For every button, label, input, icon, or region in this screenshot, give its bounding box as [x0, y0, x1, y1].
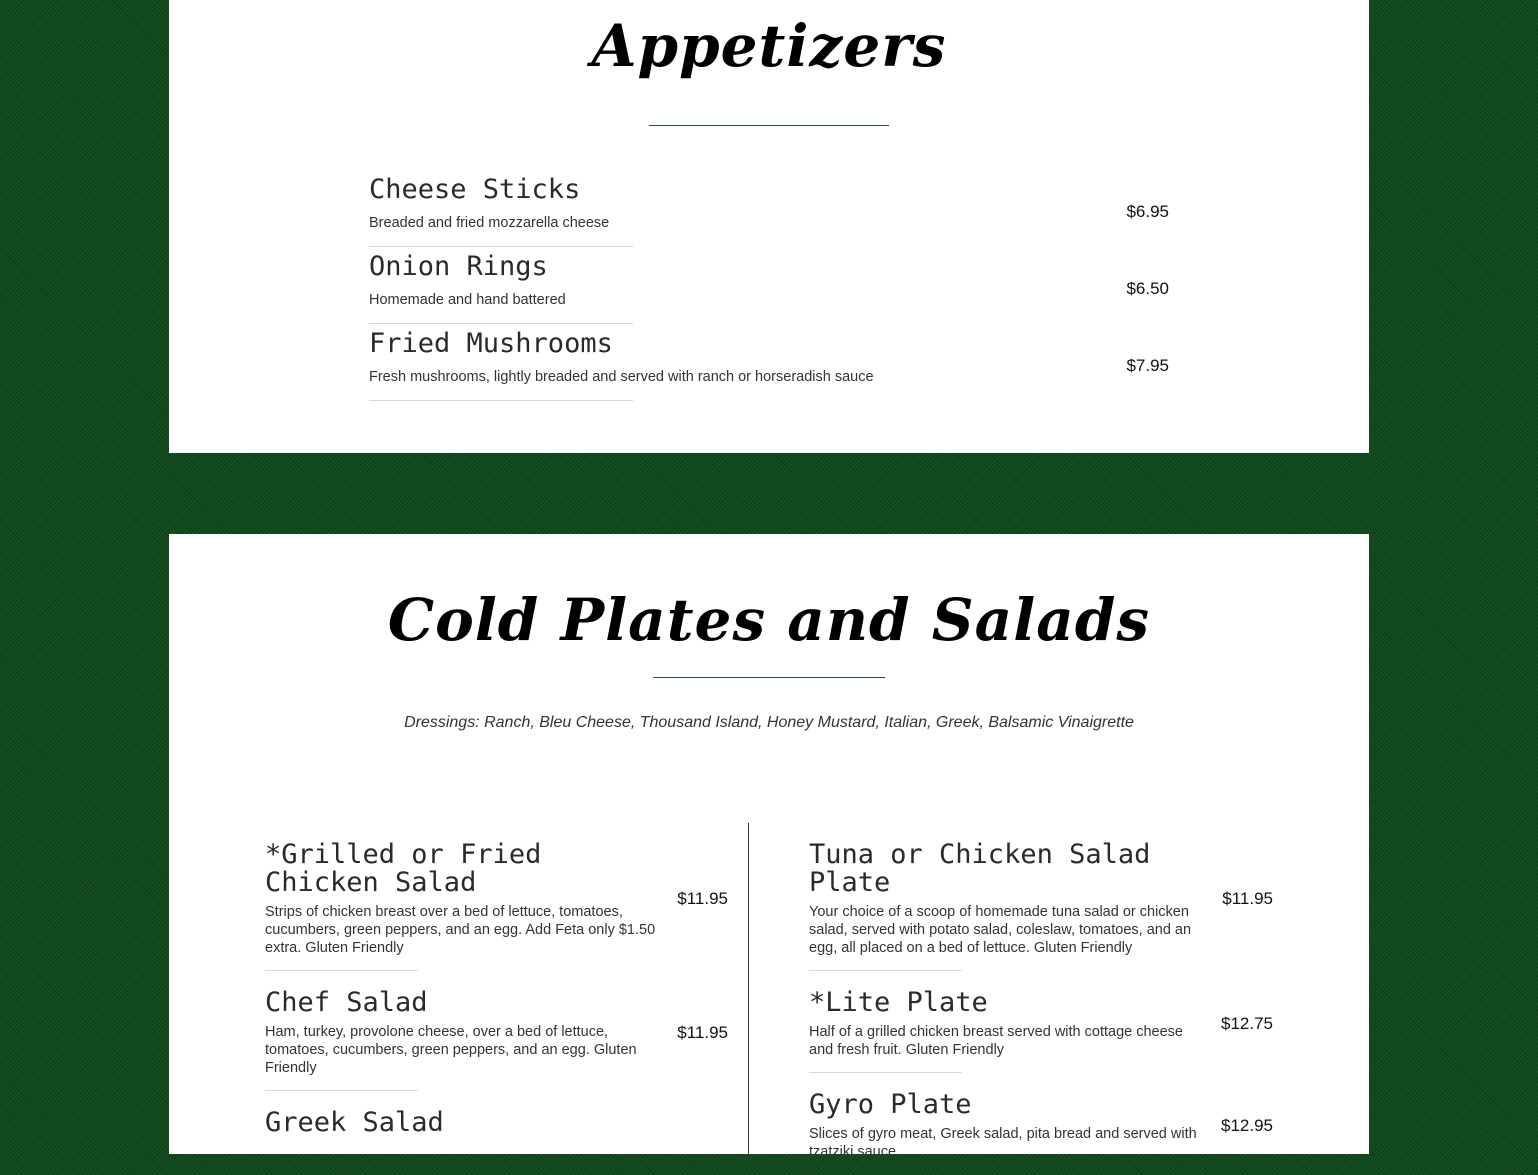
menu-item-name: Tuna or Chicken Salad Plate [809, 839, 1151, 898]
appetizers-list [369, 170, 1169, 401]
menu-item-price: $11.95 [677, 889, 728, 908]
menu-item-price: $12.95 [1221, 1116, 1273, 1135]
menu-item-price: $6.95 [1126, 202, 1169, 221]
dressings-note: Dressings: Ranch, Bleu Cheese, Thousand Island, Honey Mustard, Italian, Greek, Balsamic Vinaigrette [404, 714, 1134, 731]
cold-plates-section [169, 534, 1369, 1160]
menu-item-price: $11.95 [677, 1023, 728, 1042]
menu-item-name: Fried Mushrooms [369, 328, 613, 359]
right-column [809, 823, 1273, 1175]
menu-item [265, 971, 728, 1091]
menu-item-description: Your choice of a scoop of homemade tuna salad or chicken salad, served with potato salad, coleslaw, tomatoes, and an egg, all placed on a bed of lettuce. Gluten Friendly [809, 904, 1192, 956]
menu-item-price: $11.95 [1222, 889, 1273, 908]
menu-item-description: Ham, turkey, provolone cheese, over a bed of lettuce, tomatoes, cucumbers, green peppers, and an egg. Gluten Friendly [265, 1024, 637, 1076]
menu-item-name: *Grilled or Fried Chicken Salad [265, 839, 542, 898]
appetizers-section [169, 0, 1369, 453]
menu-item-name: Chef Salad [265, 987, 428, 1018]
menu-item-name: Onion Rings [369, 251, 548, 282]
menu-item [809, 971, 1273, 1073]
menu-item [265, 1091, 728, 1157]
menu-item [809, 1073, 1273, 1175]
column-divider [748, 823, 749, 1163]
left-column [265, 823, 728, 1157]
menu-item-description: Slices of gyro meat, Greek salad, pita bread and served with tzatziki sauce [809, 1126, 1197, 1160]
menu-item-name: Greek Salad [265, 1107, 444, 1138]
menu-item [809, 823, 1273, 971]
menu-item-description: Strips of chicken breast over a bed of lettuce, tomatoes, cucumbers, green peppers, and an egg. Add Feta only $1.50 extra. Gluten Friendly [265, 904, 656, 956]
menu-item-description: Breaded and fried mozzarella cheese [369, 215, 610, 231]
title-divider [649, 125, 889, 126]
title-divider [653, 677, 885, 678]
menu-item-name: *Lite Plate [809, 987, 988, 1018]
menu-item [369, 324, 1169, 401]
item-separator [369, 400, 633, 401]
menu-item [265, 823, 728, 971]
menu-item-description: Half of a grilled chicken breast served with cottage cheese and fresh fruit. Gluten Friendly [809, 1024, 1183, 1058]
cold-plates-title: Cold Plates and Salads [387, 586, 1151, 654]
menu-item [369, 170, 1169, 247]
menu-item [369, 247, 1169, 324]
menu-item-price: $7.95 [1126, 356, 1169, 375]
appetizers-title: Appetizers [591, 12, 947, 80]
menu-item-price: $12.75 [1221, 1014, 1273, 1033]
menu-item-description: Homemade and hand battered [369, 292, 566, 308]
menu-item-name: Gyro Plate [809, 1089, 972, 1120]
menu-item-price: $6.50 [1126, 279, 1169, 298]
menu-item-description: Fresh mushrooms, lightly breaded and served with ranch or horseradish sauce [369, 369, 874, 385]
menu-item-name: Cheese Sticks [369, 174, 581, 205]
